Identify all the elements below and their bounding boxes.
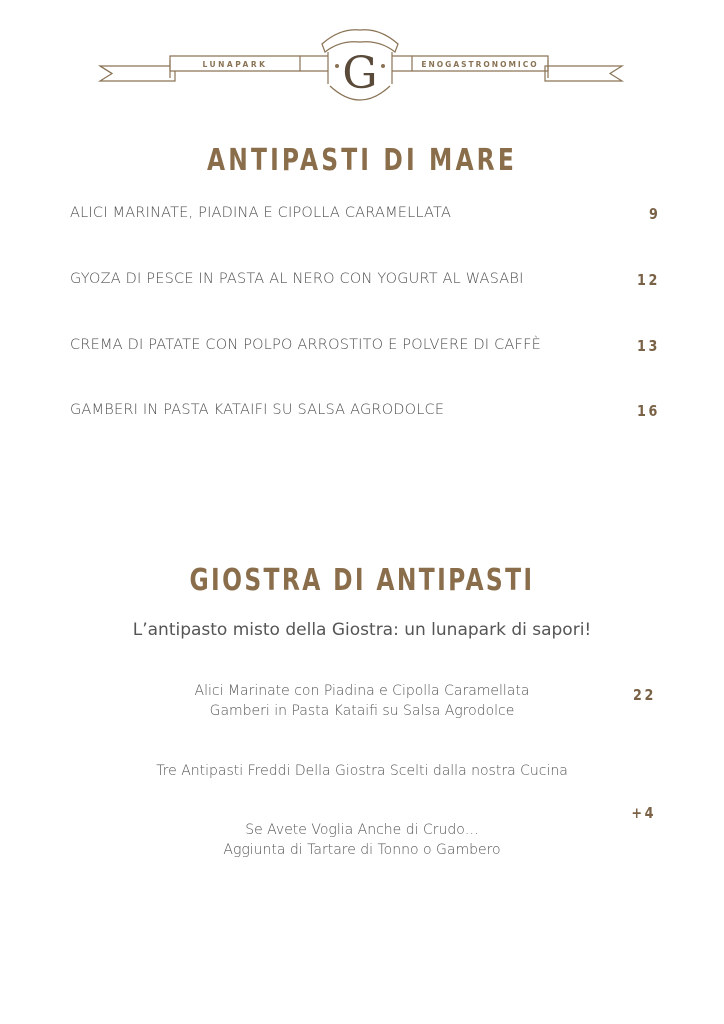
header-logo — [0, 0, 724, 110]
logo-letter: G — [342, 48, 378, 99]
menu-item — [70, 402, 660, 426]
ribbon-left-text: LUNAPARK — [202, 60, 268, 69]
menu-item-name: GYOZA DI PESCE IN PASTA AL NERO CON YOGURT AL WASABI — [70, 271, 524, 287]
section-subtitle: L’antipasto misto della Giostra: un lunapark di sapori! — [132, 620, 592, 640]
menu-item — [70, 205, 660, 229]
menu-item-name: GAMBERI IN PASTA KATAIFI SU SALSA AGRODOLCE — [70, 402, 445, 418]
giostra-line: Tre Antipasti Freddi Della Giostra Scelti dalla nostra Cucina — [156, 763, 568, 779]
giostra-extra-price: +4 — [631, 804, 656, 822]
menu-item-name: CREMA DI PATATE CON POLPO ARROSTITO E POLVERE DI CAFFÈ — [70, 337, 541, 353]
section-title-giostra-di-antipasti: GIOSTRA DI ANTIPASTI — [189, 563, 535, 598]
giostra-line: Gamberi in Pasta Kataifi su Salsa Agrodolce — [209, 703, 515, 719]
menu-item — [70, 337, 660, 361]
menu-item-price: 9 — [648, 205, 660, 223]
menu-item-name: ALICI MARINATE, PIADINA E CIPOLLA CARAMELLATA — [70, 205, 452, 221]
menu-item — [70, 271, 660, 295]
menu-item-price: 16 — [637, 402, 660, 420]
giostra-line: Se Avete Voglia Anche di Crudo… — [245, 822, 479, 838]
menu-item-price: 12 — [637, 271, 660, 289]
giostra-line: Alici Marinate con Piadina e Cipolla Caramellata — [194, 683, 530, 699]
giostra-line: Aggiunta di Tartare di Tonno o Gambero — [223, 842, 501, 858]
giostra-price: 22 — [633, 686, 656, 704]
menu-item-price: 13 — [637, 337, 660, 355]
ribbon-right-text: ENOGASTRONOMICO — [421, 60, 539, 69]
section-title-antipasti-di-mare: ANTIPASTI DI MARE — [207, 143, 517, 178]
